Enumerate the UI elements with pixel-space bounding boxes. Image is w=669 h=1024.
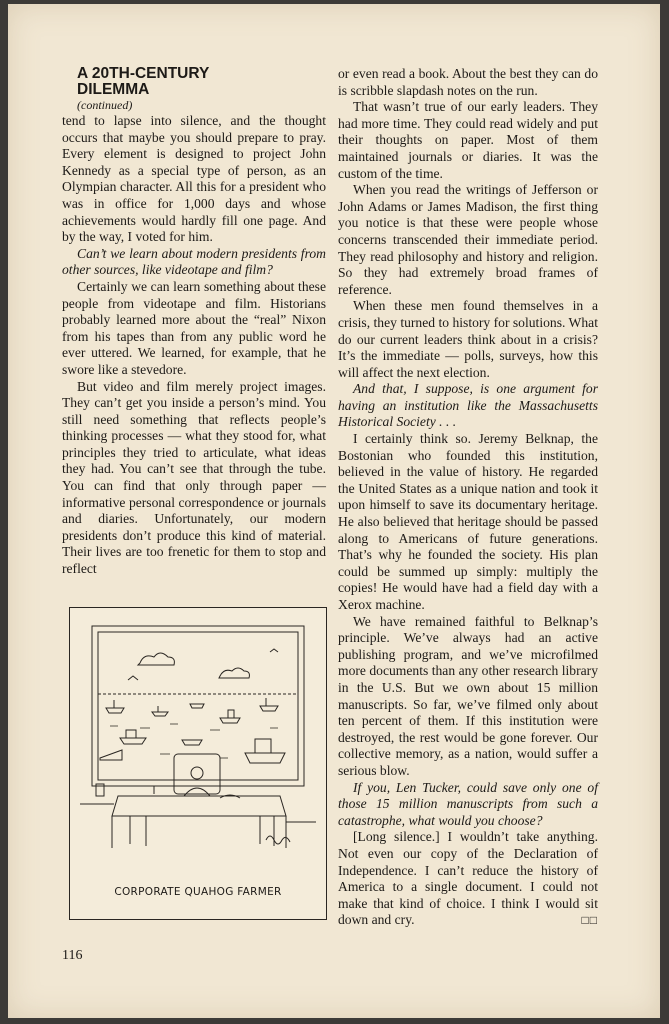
interview-question: Can’t we learn about modern presidents from other sources, like videotape and film? (62, 245, 326, 278)
cloud-icon (219, 668, 249, 678)
bird-icon (128, 676, 138, 680)
headline-line-2: DILEMMA (77, 81, 150, 98)
headline-line-1: A 20TH-CENTURY (77, 65, 210, 82)
final-paragraph (338, 829, 598, 929)
farmer-head (191, 767, 203, 779)
cartoon-caption: CORPORATE QUAHOG FARMER (114, 886, 282, 898)
end-mark: □□ (581, 913, 598, 928)
paragraph: When you read the writings of Jefferson or John Adams or James Madison, the first thing you notice is that these were people whose concerns transcended their immediate period. They read philosophy and history and religion. So they had extremely broad frames of reference. (338, 182, 598, 297)
boat-icon (182, 740, 202, 745)
desk-legs (112, 816, 286, 848)
bird-icon (270, 649, 278, 652)
boat-icon (120, 730, 146, 744)
boat-icon (190, 704, 204, 708)
paragraph: That wasn’t true of our early leaders. They had more time. They could read widely and put their thoughts on paper. Most of them maintained journals or diaries. It was the custom of the time. (338, 99, 598, 181)
paragraph: When these men found themselves in a crisis, they turned to history for solutions. What do our current leaders think about in a crisis? It’s the immediate — polls, surveys, how this will affect the next election. (338, 298, 598, 380)
boat-icon (152, 706, 168, 716)
magazine-page (8, 4, 660, 1018)
cartoon-drawing (70, 608, 326, 919)
page-number: 116 (62, 948, 83, 963)
interview-question: If you, Len Tucker, could save only one of those 15 million manuscripts from such a catastrophe, what would you choose? (338, 779, 598, 828)
final-paragraph-text: [Long silence.] I wouldn’t take anything. Not even our copy of the Declaration of Independence. I can’t reduce the history of America to a single document. I could not make that kind of choice. I think I would sit down and cry. (338, 829, 598, 928)
paragraph: or even read a book. About the best they can do is scribble slapdash notes on the run. (338, 66, 598, 98)
boat-icon (100, 750, 122, 760)
cloud-icon (138, 653, 174, 665)
right-column (338, 66, 598, 929)
farmer-body (184, 788, 210, 796)
cartoon-illustration (69, 607, 327, 920)
continued-label: (continued) (77, 98, 133, 112)
interview-question: And that, I suppose, is one argument for having an institution like the Massachusetts Historical Society . . . (338, 381, 598, 430)
left-column (62, 66, 326, 578)
paragraph: We have remained faithful to Belknap’s principle. We’ve always had an active publishing program, and we’ve microfilmed more documents than any other research library in the U.S. But we own about 15 million manuscripts. So far, we’ve filmed only about ten percent of them. If this institution were destroyed, the rest would be gone forever. Our collective memory, as a nation, would suffer a serious blow. (338, 613, 598, 778)
boat-icon (245, 739, 285, 763)
boat-icon (106, 700, 124, 713)
paragraph: tend to lapse into silence, and the thought occurs that maybe you should prepare to pray. Every element is designed to project John Kennedy as a special type of person, as an Olympian character. All this for a president who was in office for 1,000 days and whose achievements would hardly fill one page. And by the way, I voted for him. (62, 113, 326, 245)
paragraph: I certainly think so. Jeremy Belknap, the Bostonian who founded this institution, believed in the value of history. He regarded the United States as a unique nation and took it upon himself to save its documentary heritage. He also believed that heritage should be passed along to Americans of future generations. That’s why he founded the society. His plan could be summed up simply: multiply the copies! He would have had a field day with a Xerox machine. (338, 431, 598, 612)
paragraph: But video and film merely project images. They can’t get you inside a person’s mind. You still need something that reflects people’s thinking processes — what they stood for, what principles they tried to articulate, what ideas they had. You can’t see that through the tube. You can find that only through paper — informative personal correspondence or journals and diaries. Unfortunately, our modern presidents don’t produce this kind of material. Their lives are too frenetic for them to stop and reflect (62, 378, 326, 577)
boat-icon (220, 710, 240, 723)
paragraph: Certainly we can learn something about these people from videotape and film. Historians probably learned more about the “real” Nixon from his tapes than from any public word he ever uttered. We learned, for example, that he swore like a stevedore. (62, 278, 326, 377)
boat-icon (260, 698, 278, 711)
desk-top (112, 796, 286, 816)
